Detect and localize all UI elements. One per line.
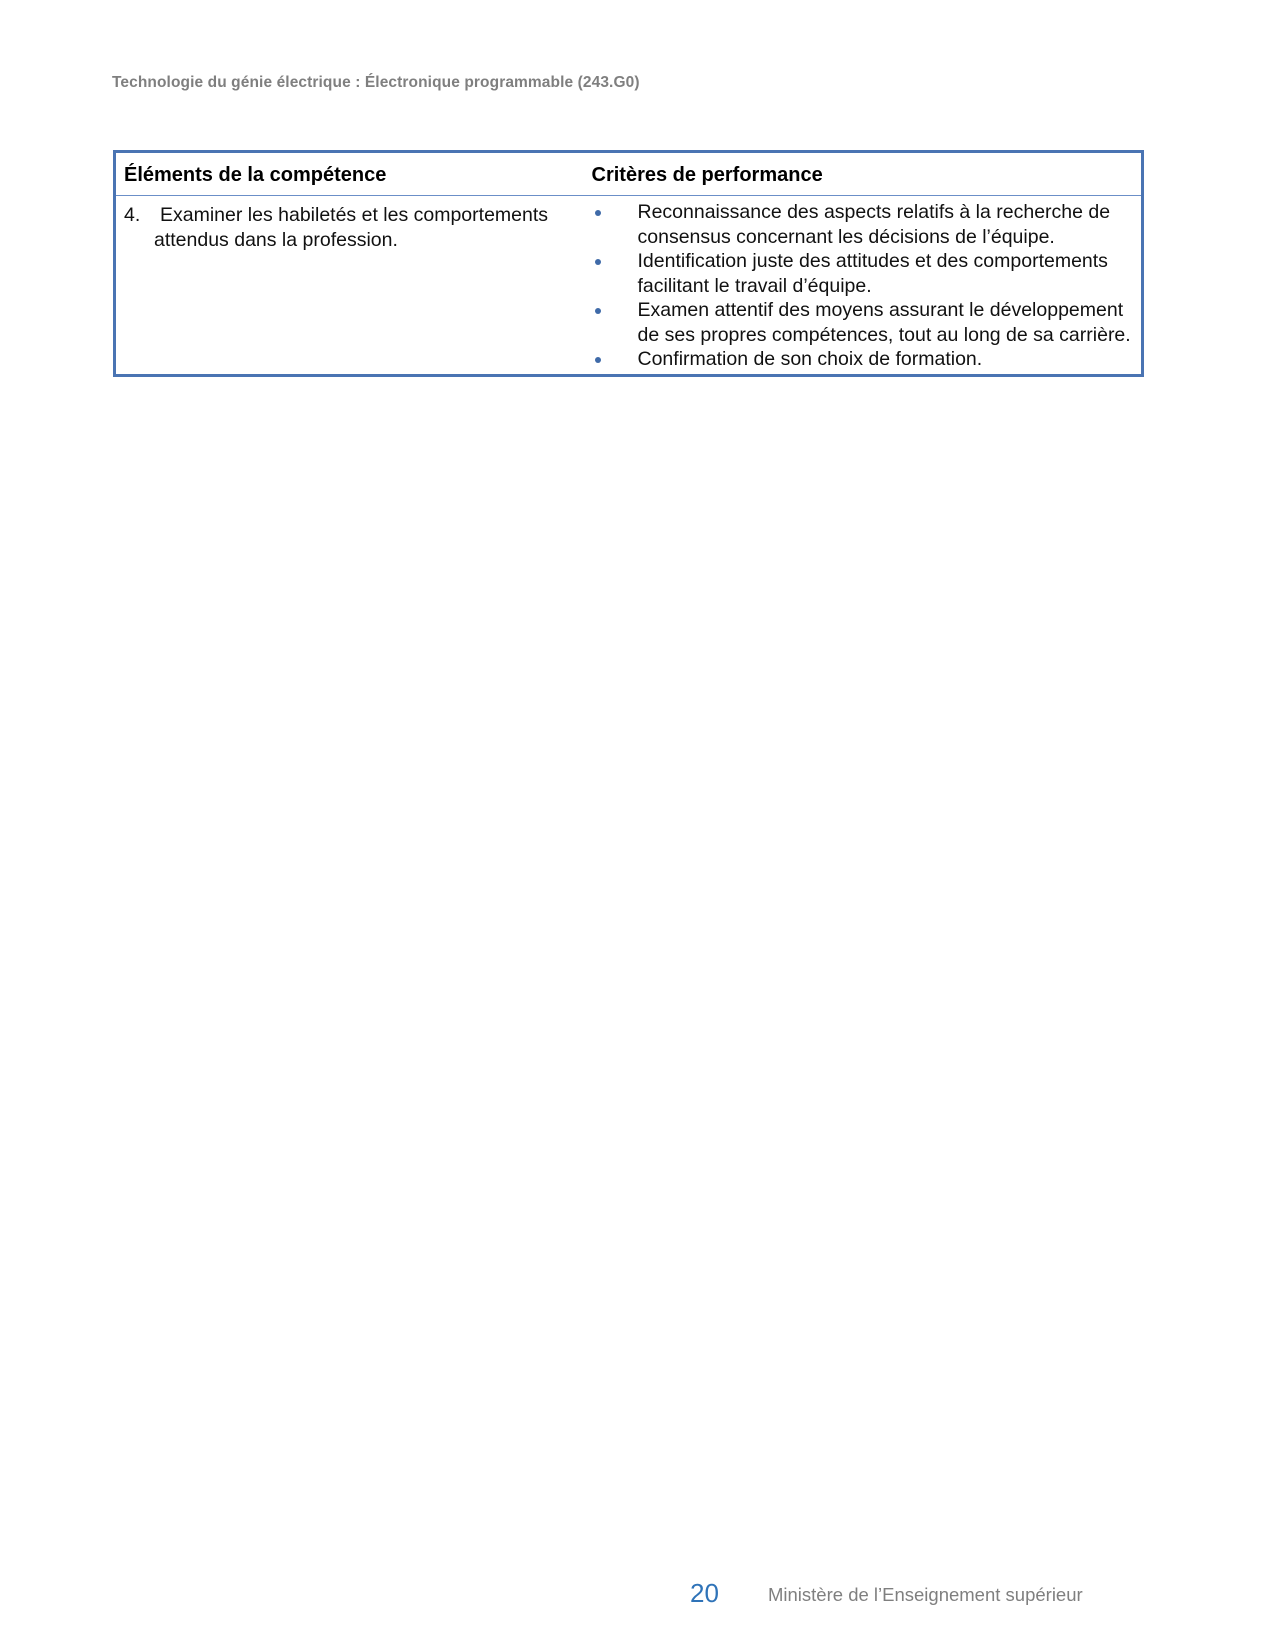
criteria-list — [592, 200, 1134, 372]
bullet-icon — [592, 298, 638, 322]
criteria-item — [592, 298, 1134, 347]
element-text — [154, 203, 576, 252]
bullet-icon — [592, 200, 638, 224]
element-cell — [115, 196, 584, 376]
table-row — [115, 196, 1143, 376]
criteria-cell — [584, 196, 1143, 376]
criteria-text: Identification juste des attitudes et des comportements facilitant le travail d’équipe. — [637, 250, 1108, 297]
criteria-text: Confirmation de son choix de formation. — [637, 348, 983, 370]
criteria-text: Reconnaissance des aspects relatifs à la recherche de consensus concernant les décisions de l’équipe. — [637, 201, 1111, 248]
table-header-row — [115, 152, 1143, 196]
criteria-item — [592, 200, 1134, 249]
running-header: Technologie du génie électrique : Électronique programmable (243.G0) — [112, 74, 640, 91]
element-number: 4. — [124, 204, 141, 226]
criteria-item — [592, 249, 1134, 298]
criteria-item — [592, 347, 1134, 372]
element-text-line: attendus dans la profession. — [154, 228, 398, 251]
elements-column-header: Éléments de la compétence — [115, 152, 584, 196]
competence-table — [113, 150, 1144, 377]
footer-ministry: Ministère de l’Enseignement supérieur — [768, 1584, 1083, 1605]
element-text-line: Examiner les habiletés et les comportements — [160, 204, 549, 226]
bullet-icon — [592, 249, 638, 273]
element-item — [124, 203, 576, 252]
criteria-text: Examen attentif des moyens assurant le développement de ses propres compétences, tout au long de sa carrière. — [637, 299, 1131, 346]
criteria-column-header: Critères de performance — [584, 152, 1143, 196]
bullet-icon — [592, 347, 638, 371]
page-number: 20 — [690, 1578, 719, 1608]
